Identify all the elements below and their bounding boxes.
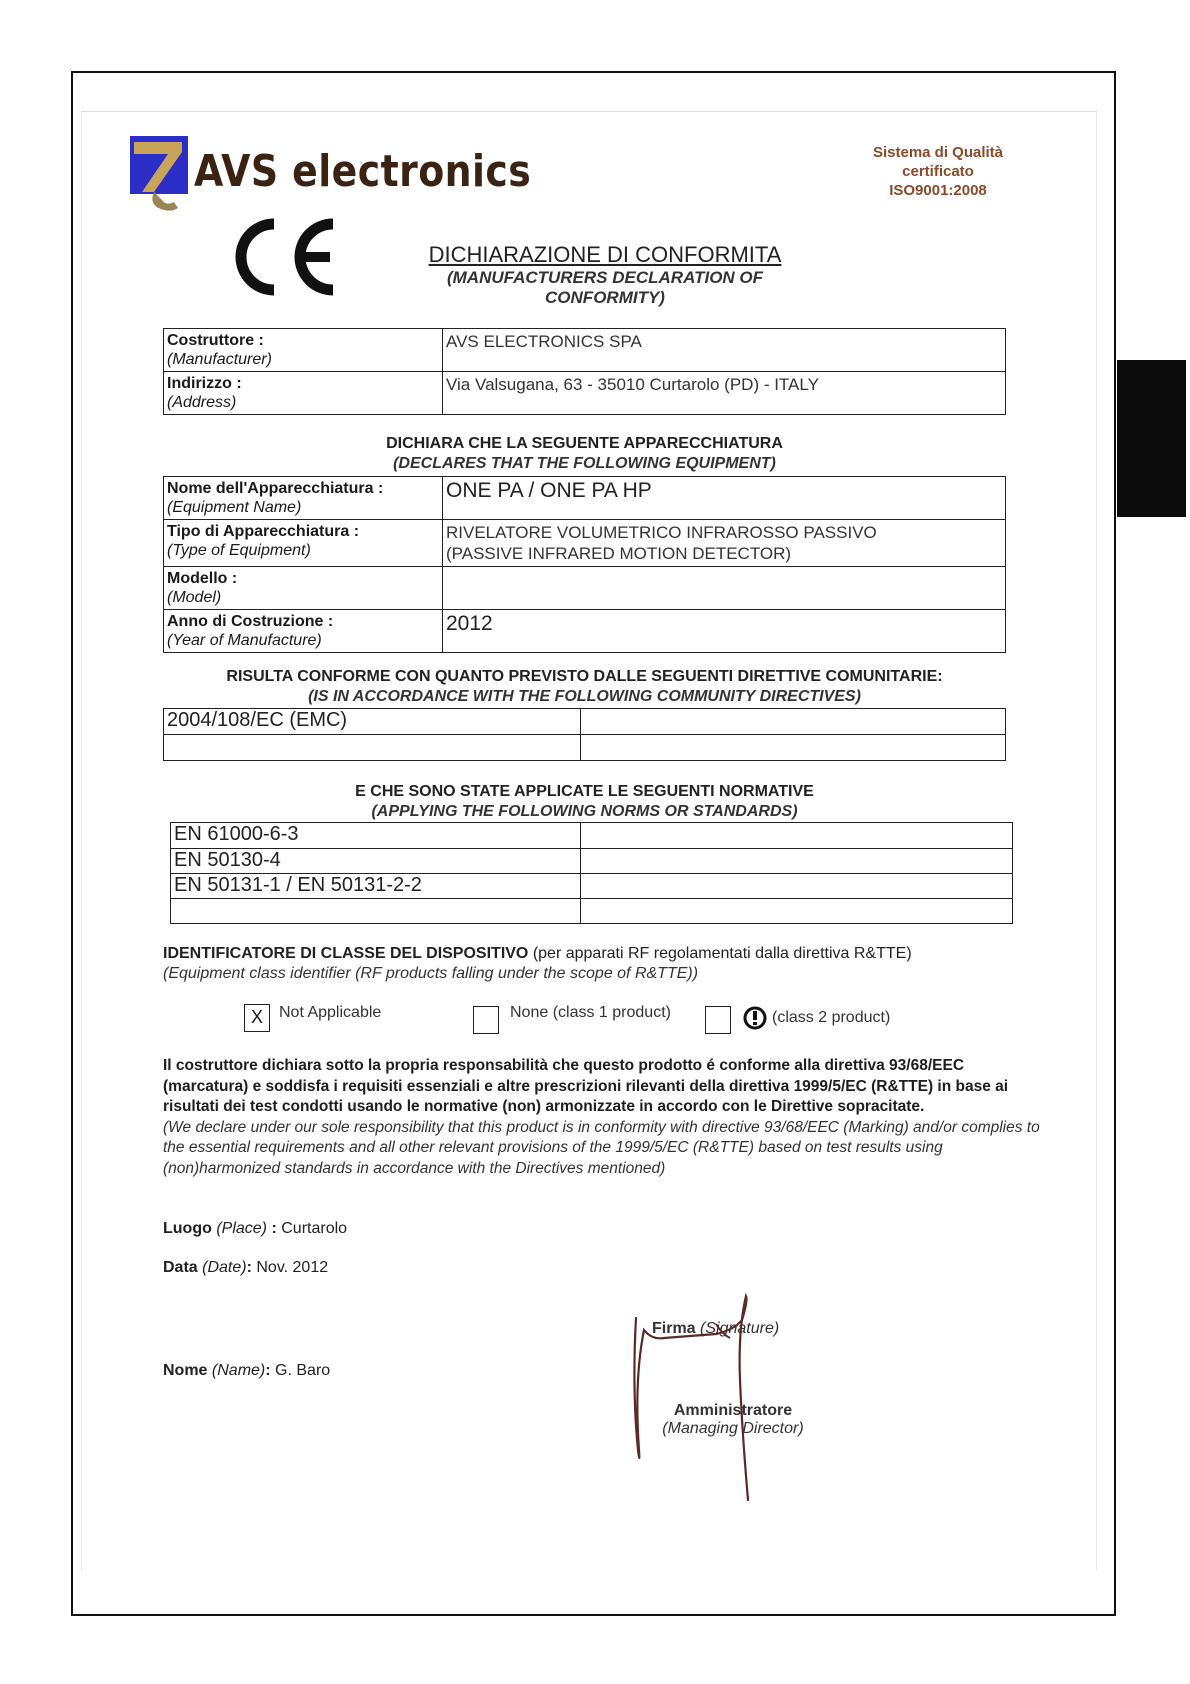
company-name: AVS electronics	[194, 146, 532, 197]
equipment-type-en: (PASSIVE INFRARED MOTION DETECTOR)	[446, 544, 792, 563]
class-identifier	[163, 944, 1043, 984]
avs-logo-icon	[128, 134, 194, 214]
checkbox-class-2[interactable]	[705, 1006, 731, 1034]
equipment-type-it: RIVELATORE VOLUMETRICO INFRAROSSO PASSIVO	[446, 523, 877, 542]
manufacturer-label: Costruttore :	[167, 332, 264, 349]
norms-heading-it: E CHE SONO STATE APPLICATE LE SEGUENTI NORMATIVE	[355, 783, 814, 800]
title-sub-2: CONFORMITY)	[545, 288, 665, 307]
equipment-name-label-en: (Equipment Name)	[167, 499, 302, 516]
title-sub-1: (MANUFACTURERS DECLARATION OF	[446, 268, 764, 287]
directives-heading-it: RISULTA CONFORME CON QUANTO PREVISTO DALLE SEGUENTI DIRETTIVE COMUNITARIE:	[226, 668, 943, 685]
place-value: Curtarolo	[281, 1220, 348, 1237]
quality-certification	[864, 143, 1012, 200]
directive-cell-empty	[581, 709, 1006, 735]
quality-line-1: Sistema di Qualità	[872, 144, 1004, 161]
directive-cell	[164, 735, 581, 761]
equipment-name-label: Nome dell'Apparecchiatura :	[167, 480, 384, 497]
year-label-en: (Year of Manufacture)	[167, 632, 322, 649]
document-title	[380, 242, 830, 308]
date-label-en: (Date)	[202, 1259, 247, 1276]
option-class-2-label: (class 2 product)	[772, 1009, 891, 1026]
place-label: Luogo	[163, 1220, 212, 1237]
directive-cell-empty	[581, 735, 1006, 761]
equipment-type-label: Tipo di Apparecchiatura :	[167, 523, 360, 540]
name-label-en: (Name)	[211, 1362, 266, 1379]
option-class-1-label: None (class 1 product)	[510, 1004, 671, 1021]
date-label: Data	[163, 1259, 198, 1276]
declaration-text	[163, 1056, 1043, 1179]
checkbox-class-1[interactable]	[473, 1006, 499, 1034]
norm-cell: EN 50130-4	[171, 849, 581, 874]
ce-mark-icon	[232, 218, 342, 296]
norms-heading-en: (APPLYING THE FOLLOWING NORMS OR STANDARDS)	[371, 803, 798, 820]
norm-cell	[171, 899, 581, 924]
class-identifier-title: IDENTIFICATORE DI CLASSE DEL DISPOSITIVO	[163, 945, 529, 962]
name-label: Nome	[163, 1362, 208, 1379]
equipment-type-label-cell	[164, 520, 443, 567]
declaration-it: Il costruttore dichiara sotto la propria responsabilità che questo prodotto é conforme alla direttiva 93/68/EEC (marcatura) e soddisfa i requisiti essenziali e altre prescrizioni rilevanti della direttiva 1999/5/EC (R&TTE) in base ai risultati dei test condotti usando le normative (non) armonizzate in accordo con le Direttive sopracitate.	[163, 1057, 1009, 1115]
company-logo	[128, 134, 532, 214]
equipment-heading-en: (DECLARES THAT THE FOLLOWING EQUIPMENT)	[393, 455, 776, 472]
model-label: Modello :	[167, 570, 238, 587]
equipment-name-value: ONE PA / ONE PA HP	[443, 477, 1006, 520]
equipment-name-label-cell	[164, 477, 443, 520]
signature-label-en: (Signature)	[700, 1320, 780, 1337]
directives-table	[163, 708, 1006, 761]
norms-table	[170, 822, 1013, 924]
address-value: Via Valsugana, 63 - 35010 Curtarolo (PD) - ITALY	[443, 372, 1006, 415]
class-identifier-note: (per apparati RF regolamentati dalla direttiva R&TTE)	[528, 945, 912, 962]
norm-cell-empty	[581, 823, 1013, 849]
checkbox-not-applicable[interactable]: X	[244, 1004, 270, 1032]
manufacturer-table	[163, 328, 1006, 415]
equipment-type-label-en: (Type of Equipment)	[167, 542, 311, 559]
address-label-en: (Address)	[167, 394, 237, 411]
address-label: Indirizzo :	[167, 375, 242, 392]
manufacturer-value: AVS ELECTRONICS SPA	[443, 329, 1006, 372]
address-label-cell	[164, 372, 443, 415]
date-line: Data (Date): Nov. 2012	[163, 1259, 329, 1276]
equipment-table	[163, 476, 1006, 653]
norms-heading	[163, 782, 1006, 822]
norm-cell: EN 61000-6-3	[171, 823, 581, 849]
alert-class-2-icon	[742, 1006, 768, 1030]
date-value: Nov. 2012	[256, 1259, 329, 1276]
quality-line-2: certificato	[902, 163, 974, 180]
name-value: G. Baro	[275, 1362, 331, 1379]
norm-cell-empty	[581, 874, 1013, 899]
option-not-applicable-label: Not Applicable	[279, 1004, 382, 1021]
side-tab	[1117, 360, 1186, 517]
manufacturer-label-en: (Manufacturer)	[167, 351, 272, 368]
signature-role-en: (Managing Director)	[662, 1420, 804, 1437]
model-label-cell	[164, 567, 443, 610]
signature-role-it: Amministratore	[673, 1402, 793, 1419]
title-main: DICHIARAZIONE DI CONFORMITA	[428, 242, 782, 267]
equipment-heading-it: DICHIARA CHE LA SEGUENTE APPARECCHIATURA	[386, 435, 783, 452]
directive-cell: 2004/108/EC (EMC)	[164, 709, 581, 735]
year-value: 2012	[443, 610, 1006, 653]
model-value	[443, 567, 1006, 610]
directives-heading	[163, 667, 1006, 707]
norm-cell-empty	[581, 899, 1013, 924]
name-line: Nome (Name): G. Baro	[163, 1362, 331, 1379]
equipment-type-value	[443, 520, 1006, 567]
quality-line-3: ISO9001:2008	[889, 182, 987, 199]
norm-cell: EN 50131-1 / EN 50131-2-2	[171, 874, 581, 899]
manufacturer-label-cell	[164, 329, 443, 372]
declaration-en: (We declare under our sole responsibility that this product is in conformity with directive 93/68/EEC (Marking) and/or complies to the essential requirements and all other relevant provisions of the 1999/5/EC (R&TTE) based on test results using (non)harmonized standards in accordance with the Directives mentioned)	[163, 1118, 1040, 1177]
directives-heading-en: (IS IN ACCORDANCE WITH THE FOLLOWING COMMUNITY DIRECTIVES)	[308, 688, 861, 705]
model-label-en: (Model)	[167, 589, 222, 606]
handwritten-signature	[630, 1290, 820, 1510]
place-line: Luogo (Place) : Curtarolo	[163, 1220, 348, 1237]
class-identifier-en: (Equipment class identifier (RF products falling under the scope of R&TTE))	[163, 965, 699, 982]
year-label-cell	[164, 610, 443, 653]
norm-cell-empty	[581, 849, 1013, 874]
equipment-heading	[163, 434, 1006, 474]
place-label-en: (Place)	[216, 1220, 268, 1237]
signature-label-it: Firma	[652, 1320, 696, 1337]
year-label: Anno di Costruzione :	[167, 613, 334, 630]
